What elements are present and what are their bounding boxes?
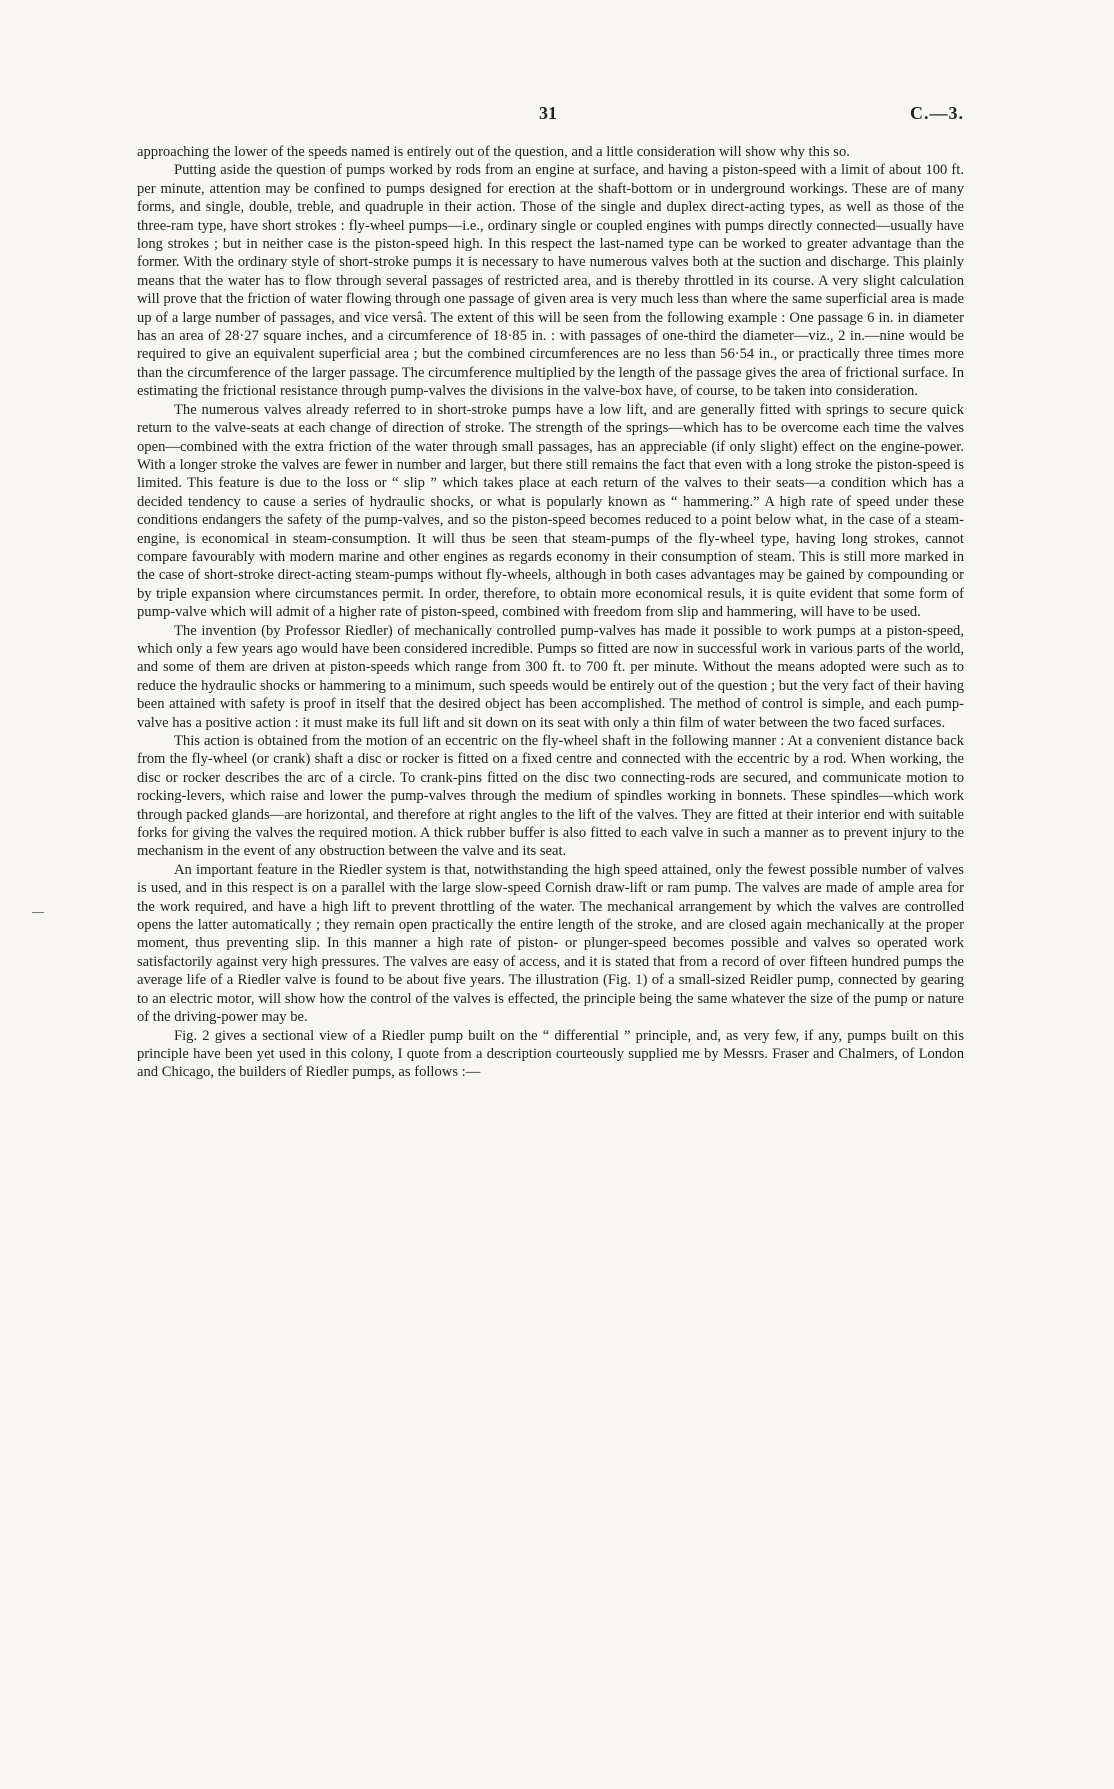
paragraph-fig2-description: Fig. 2 gives a sectional view of a Riedler pump built on the “ differential ” principle, and, as very few, if any, pumps built on this principle have been yet used in this colony, I quote from a description courteously supplied me by Messrs. Fraser and Chalmers, of London and Chicago, the builders of Riedler pumps, as follows :— bbox=[137, 1027, 964, 1081]
running-header bbox=[137, 103, 964, 133]
page-number: 31 bbox=[539, 103, 557, 123]
paragraph-riedler-system: An important feature in the Riedler system is that, notwithstanding the high speed attained, only the fewest possible number of valves is used, and in this respect is on a parallel with the large slow-speed Cornish draw-lift or ram pump. The valves are made of ample area for the work required, and have a high lift to prevent throttling of the water. The mechanical arrangement by which the valves are controlled opens the latter automatically ; they remain open practically the entire length of the stroke, and are closed again mechanically at the proper moment, thus preventing slip. In this manner a high rate of piston- or plunger-speed becomes possible and valves so operated work satisfactorily against very high pressures. The valves are easy of access, and it is stated that from a record of over fifteen hundred pumps the average life of a Riedler valve is found to be about five years. The illustration (Fig. 1) of a small-sized Reidler pump, connected by gearing to an electric motor, will show how the control of the valves is effected, the principle being the same whatever the size of the pump or nature of the driving-power may be. bbox=[137, 861, 964, 1026]
paragraph-pump-types: Putting aside the question of pumps worked by rods from an engine at surface, and having a piston-speed with a limit of about 100 ft. per minute, attention may be confined to pumps designed for erection at the shaft-bottom or in underground workings. These are of many forms, and single, double, treble, and quadruple in their action. Those of the single and duplex direct-acting types, as well as those of the three-ram type, have short strokes : fly-wheel pumps—i.e., ordinary single or coupled engines with pumps directly connected—usually have long strokes ; but in neither case is the piston-speed high. In this respect the last-named type can be worked to greater advantage than the former. With the ordinary style of short-stroke pumps it is necessary to have numerous valves both at the suction and discharge. This plainly means that the water has to flow through several passages of restricted area, and is thereby throttled in its course. A very slight calculation will prove that the friction of water flowing through one passage of given area is very much less than where the same superficial area is made up of a large number of passages, and vice versâ. The extent of this will be seen from the following example : One passage 6 in. in diameter has an area of 28·27 square inches, and a circumference of 18·85 in. : with passages of one-third the diameter—viz., 2 in.—nine would be required to give an equivalent superficial area ; but the combined circumferences are no less than 56·54 in., or practically three times more than the circumference of the larger passage. The circumference multiplied by the length of the passage gives the area of frictional surface. In estimating the frictional resistance through pump-valves the divisions in the valve-box have, of course, to be taken into consideration. bbox=[137, 162, 964, 400]
paragraph-valve-springs: The numerous valves already referred to in short-stroke pumps have a low lift, and are generally fitted with springs to secure quick return to the valve-seats at each change of direction of stroke. The strength of the springs—which has to be overcome each time the valves open—combined with the extra friction of the water through small passages, has an appreciable (if only slight) effect on the engine-power. With a longer stroke the valves are fewer in number and larger, but there still remains the fact that even with a long stroke the piston-speed is limited. This feature is due to the loss or “ slip ” which takes place at each return of the valves to their seats—a condition which has a decided tendency to cause a series of hydraulic shocks, or what is popularly known as “ hammering.” A high rate of speed under these conditions endangers the safety of the pump-valves, and so the piston-speed becomes reduced to a point below what, in the case of a steam-engine, is economical in steam-consumption. It will thus be seen that steam-pumps of the fly-wheel type, having long strokes, cannot compare favourably with modern marine and other engines as regards economy in their consumption of steam. This is still more marked in the case of short-stroke direct-acting steam-pumps without fly-wheels, although in both cases advantages may be gained by compounding or by triple expansion where circumstances permit. In order, therefore, to obtain more economical resuls, it is quite evident that some form of pump-valve which will admit of a higher rate of piston-speed, combined with freedom from slip and hammering, will have to be used. bbox=[137, 401, 964, 621]
paragraph-eccentric-action: This action is obtained from the motion of an eccentric on the fly-wheel shaft in the following manner : At a convenient distance back from the fly-wheel (or crank) shaft a disc or rocker is fitted on a fixed centre and connected with the eccentric by a rod. When working, the disc or rocker describes the arc of a circle. To crank-pins fitted on the disc two connecting-rods are secured, and communicate motion to rocking-levers, which raise and lower the pump-valves through the medium of spindles working in bonnets. These spindles—which work through packed glands—are horizontal, and therefore at right angles to the lift of the valves. They are fitted at their interior end with suitable forks for giving the valves the required motion. A thick rubber buffer is also fitted to each valve in such a manner as to prevent injury to the mechanism in the event of any obstruction between the valve and its seat. bbox=[137, 733, 964, 860]
margin-mark bbox=[32, 912, 44, 913]
body-text bbox=[137, 143, 964, 1082]
paragraph-riedler-invention: The invention (by Professor Riedler) of mechanically controlled pump-valves has made it possible to work pumps at a piston-speed, which only a few years ago would have been considered incredible. Pumps so fitted are now in successful work in various parts of the world, and some of them are driven at piston-speeds which range from 300 ft. to 700 ft. per minute. Without the means adopted were such as to reduce the hydraulic shocks or hammering to a minimum, such speeds would be entirely out of the question ; but the very fact of their having been attained with safety is proof in itself that the desired object has been accomplished. The method of control is simple, and each pump-valve has a positive action : it must make its full lift and sit down on its seat with only a thin film of water between the two faced surfaces. bbox=[137, 622, 964, 731]
document-code: C.—3. bbox=[910, 103, 964, 123]
paragraph-continuation: approaching the lower of the speeds named is entirely out of the question, and a little consideration will show why this so. bbox=[137, 144, 850, 160]
